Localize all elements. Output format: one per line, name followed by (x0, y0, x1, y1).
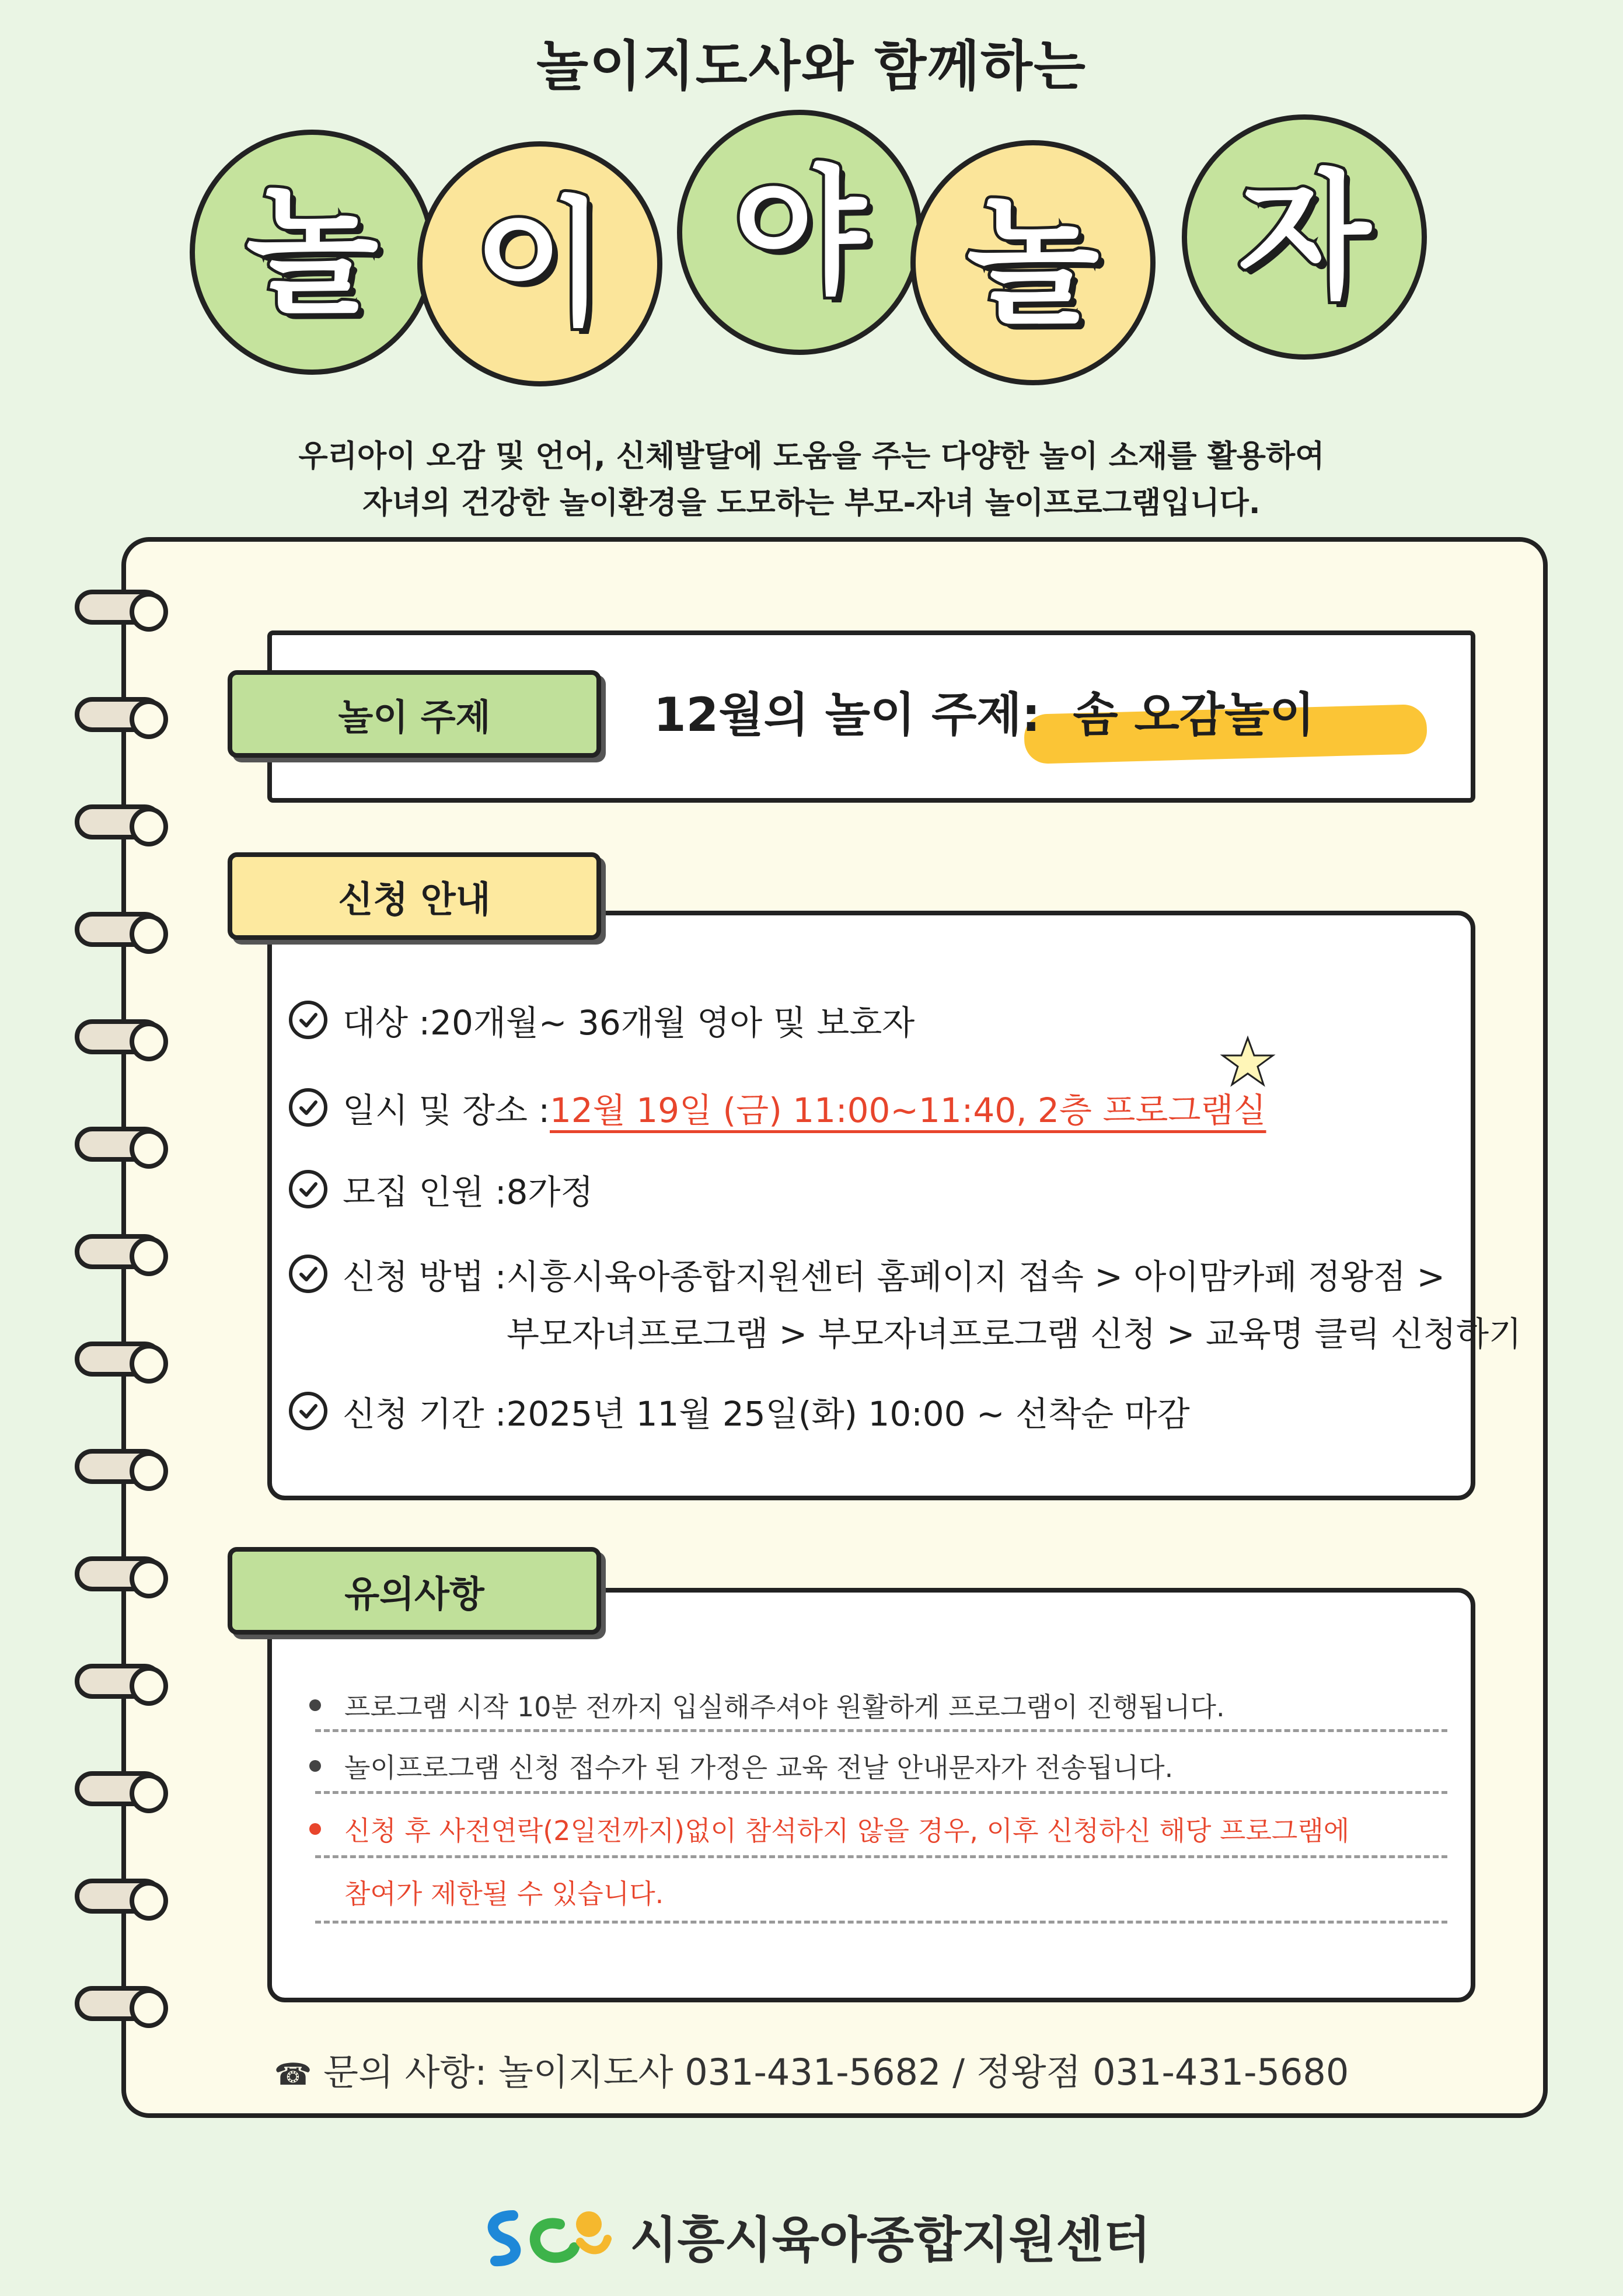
org-name: 시흥시육아종합지원센터 (630, 2211, 1151, 2269)
spiral-ring (75, 912, 162, 947)
spiral-ring (75, 804, 162, 839)
info-row-capacity (289, 1165, 594, 1214)
title-char: 놀 (246, 172, 379, 332)
spiral-ring (75, 1127, 162, 1162)
application-tab: 신청 안내 (228, 852, 601, 940)
note-item-1 (309, 1686, 1225, 1724)
title-char: 놀 (966, 183, 1100, 343)
spiral-ring (75, 1234, 162, 1269)
contact-line (0, 2043, 1623, 2095)
info-row-method (289, 1249, 1445, 1298)
title-char: 야 (733, 152, 866, 312)
spiral-ring (75, 697, 162, 732)
intro-line-2: 자녀의 건강한 놀이환경을 도모하는 부모-자녀 놀이프로그램입니다. (362, 486, 1261, 521)
spiral-ring (75, 1556, 162, 1591)
spiral-ring (75, 1879, 162, 1914)
intro-line-1: 우리아이 오감 및 언어, 신체발달에 도움을 주는 다양한 놀이 소재를 활용하여 (298, 439, 1325, 474)
period-value: 2025년 11월 25일(화) 10:00 ~ 선착순 마감 (506, 1394, 1190, 1434)
note-text: 신청 후 사전연락(2일전까지)없이 참석하지 않을 경우, 이후 신청하신 해당 프로그램에 (344, 1815, 1350, 1846)
bullet-icon (309, 1760, 321, 1772)
spiral-ring (75, 1986, 162, 2021)
title-circle-3 (677, 110, 922, 355)
spiral-ring (75, 1449, 162, 1484)
theme-title (654, 677, 1315, 744)
bullet-icon (309, 1699, 321, 1711)
theme-topic: 솜 오감놀이 (1073, 688, 1315, 742)
star-icon (1219, 1033, 1277, 1092)
note-item-3 (309, 1810, 1349, 1848)
note-item-3-continued: 참여가 제한될 수 있습니다. (344, 1878, 664, 1910)
period-label: 신청 기간 : (343, 1394, 507, 1434)
divider (315, 1921, 1447, 1924)
note-item-2 (309, 1747, 1173, 1785)
info-row-target (289, 995, 915, 1044)
divider (315, 1791, 1447, 1794)
divider (315, 1855, 1447, 1858)
note-text: 놀이프로그램 신청 접수가 된 가정은 교육 전날 안내문자가 전송됩니다. (344, 1752, 1174, 1783)
method-label: 신청 방법 : (343, 1257, 507, 1297)
note-text: 프로그램 시작 10분 전까지 입실해주셔야 원활하게 프로그램이 진행됩니다. (344, 1691, 1225, 1723)
spiral-ring (75, 1019, 162, 1054)
footer (0, 2198, 1623, 2274)
check-circle-icon (289, 1170, 327, 1208)
spiral-ring (75, 590, 162, 625)
check-circle-icon (289, 1088, 327, 1127)
title-circle-5 (1182, 114, 1427, 360)
title-circle-4 (910, 140, 1156, 385)
theme-title-prefix: 12월의 놀이 주제: (654, 688, 1041, 742)
spiral-ring (75, 1771, 162, 1806)
datetime-value: 12월 19일 (금) 11:00~11:40, 2층 프로그램실 (550, 1090, 1266, 1130)
check-circle-icon (289, 1255, 327, 1293)
title-char: 이 (473, 184, 606, 344)
check-circle-icon (289, 1392, 327, 1430)
info-row-period (289, 1386, 1190, 1436)
title-circle-1 (190, 130, 435, 375)
center-logo-icon (472, 2198, 612, 2274)
datetime-label: 일시 및 장소 : (343, 1090, 550, 1130)
phone-icon: ☎ (274, 2057, 312, 2092)
divider (315, 1729, 1447, 1732)
notes-tab: 유의사항 (228, 1547, 601, 1635)
method-value-line2: 부모자녀프로그램 > 부모자녀프로그램 신청 > 교육명 클릭 신청하기 (507, 1314, 1522, 1354)
notes-panel (267, 1588, 1475, 2002)
spiral-ring (75, 1664, 162, 1699)
target-value: 20개월~ 36개월 영아 및 보호자 (430, 1003, 915, 1043)
subtitle: 놀이지도사와 함께하는 (536, 35, 1087, 97)
capacity-label: 모집 인원 : (343, 1172, 507, 1212)
contact-text: 문의 사항: 놀이지도사 031-431-5682 / 정왕점 031-431-5680 (323, 2051, 1349, 2093)
info-row-datetime (289, 1083, 1266, 1132)
title-char: 자 (1238, 157, 1371, 317)
method-value-line1: 시흥시육아종합지원센터 홈페이지 접속 > 아이맘카페 정왕점 > (506, 1257, 1446, 1297)
theme-tab: 놀이 주제 (228, 670, 601, 758)
check-circle-icon (289, 1001, 327, 1039)
target-label: 대상 : (343, 1003, 431, 1043)
spiral-ring (75, 1342, 162, 1377)
bullet-icon (309, 1823, 321, 1835)
capacity-value: 8가정 (506, 1172, 594, 1212)
title-circle-2 (417, 141, 662, 386)
